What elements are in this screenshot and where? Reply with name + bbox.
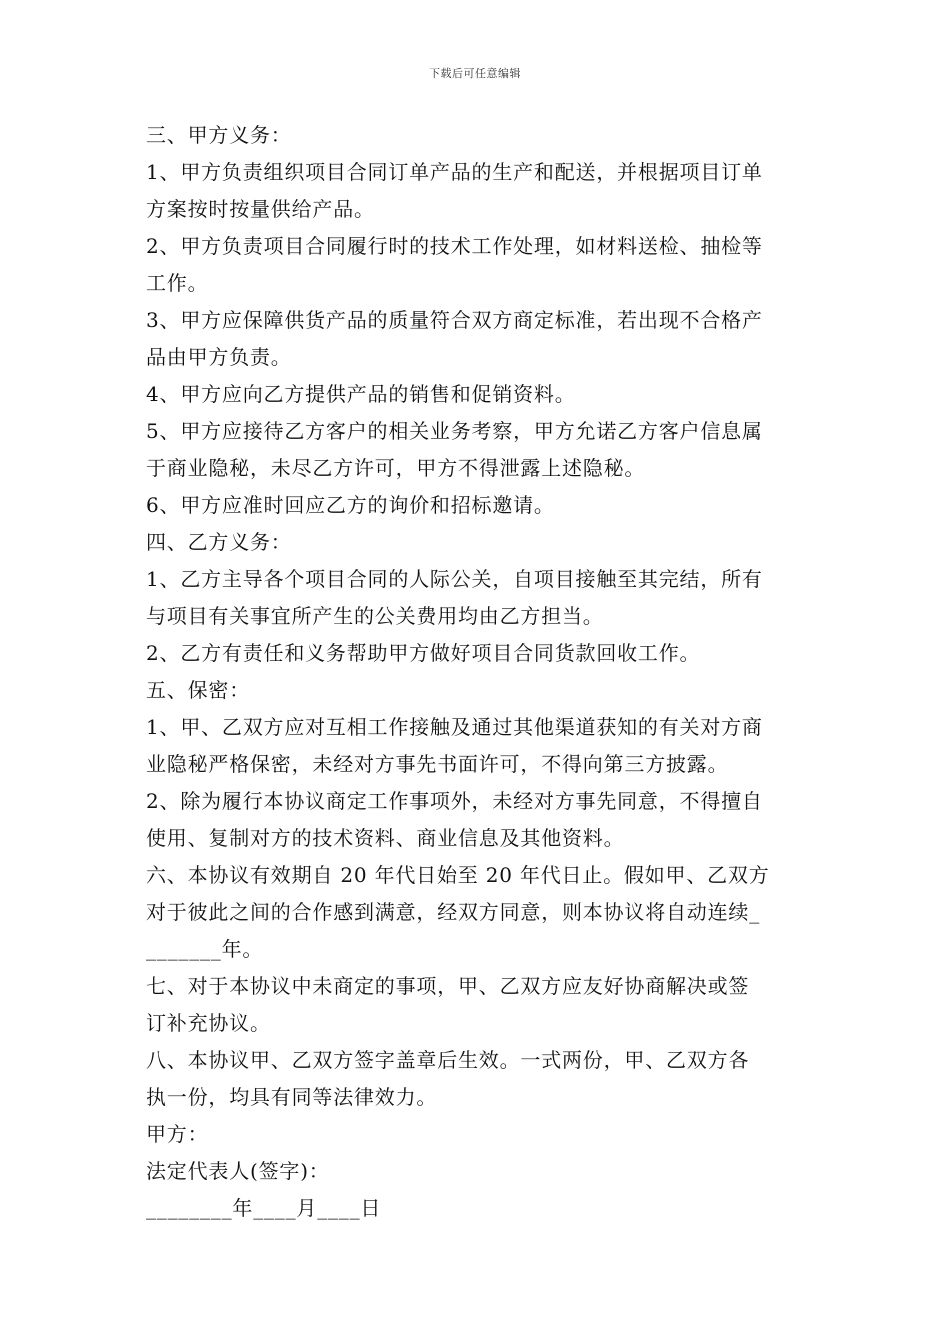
paragraph-line: 执一份，均具有同等法律效力。 <box>146 1085 438 1109</box>
paragraph-line: 七、对于本协议中未商定的事项，甲、乙双方应友好协商解决或签 <box>146 974 750 998</box>
paragraph-line: 品由甲方负责。 <box>146 345 292 369</box>
paragraph-line: 使用、复制对方的技术资料、商业信息及其他资料。 <box>146 826 625 850</box>
paragraph-line: 业隐秘严格保密，未经对方事先书面许可，不得向第三方披露。 <box>146 752 729 776</box>
paragraph-line: 六、本协议有效期自 20 年代日始至 20 年代日止。假如甲、乙双方 <box>146 863 770 887</box>
paragraph-line: 6、甲方应准时回应乙方的询价和招标邀请。 <box>146 493 555 517</box>
paragraph-line: 2、甲方负责项目合同履行时的技术工作处理，如材料送检、抽检等 <box>146 234 763 258</box>
paragraph-line: 与项目有关事宜所产生的公关费用均由乙方担当。 <box>146 604 604 628</box>
signature-date-line: ________年____月____日 <box>146 1196 382 1220</box>
paragraph-line: 3、甲方应保障供货产品的质量符合双方商定标准，若出现不合格产 <box>146 308 763 332</box>
paragraph-line: 方案按时按量供给产品。 <box>146 197 375 221</box>
paragraph-line: 2、乙方有责任和义务帮助甲方做好项目合同货款回收工作。 <box>146 641 701 665</box>
paragraph-line: 工作。 <box>146 271 209 295</box>
paragraph-line: 5、甲方应接待乙方客户的相关业务考察，甲方允诺乙方客户信息属 <box>146 419 763 443</box>
paragraph-line: 于商业隐秘，未尽乙方许可，甲方不得泄露上述隐秘。 <box>146 456 646 480</box>
signature-legal-representative-label: 法定代表人(签字)： <box>146 1159 330 1183</box>
document-body <box>146 117 810 1227</box>
paragraph-line: _______年。 <box>146 937 264 961</box>
paragraph-line: 4、甲方应向乙方提供产品的销售和促销资料。 <box>146 382 576 406</box>
section-heading-confidentiality: 五、保密： <box>146 678 250 702</box>
paragraph-line: 2、除为履行本协议商定工作事项外，未经对方事先同意，不得擅自 <box>146 789 763 813</box>
section-heading-party-a-obligations: 三、甲方义务： <box>146 123 292 147</box>
paragraph-line: 八、本协议甲、乙双方签字盖章后生效。一式两份，甲、乙双方各 <box>146 1048 750 1072</box>
signature-party-a-label: 甲方： <box>146 1122 209 1146</box>
paragraph-line: 1、甲、乙双方应对互相工作接触及通过其他渠道获知的有关对方商 <box>146 715 763 739</box>
paragraph-line: 对于彼此之间的合作感到满意，经双方同意，则本协议将自动连续_ <box>146 900 760 924</box>
section-heading-party-b-obligations: 四、乙方义务： <box>146 530 292 554</box>
paragraph-line: 1、乙方主导各个项目合同的人际公关，自项目接触至其完结，所有 <box>146 567 763 591</box>
page-header-note: 下载后可任意编辑 <box>429 67 521 80</box>
paragraph-line: 1、甲方负责组织项目合同订单产品的生产和配送，并根据项目订单 <box>146 160 763 184</box>
paragraph-line: 订补充协议。 <box>146 1011 271 1035</box>
